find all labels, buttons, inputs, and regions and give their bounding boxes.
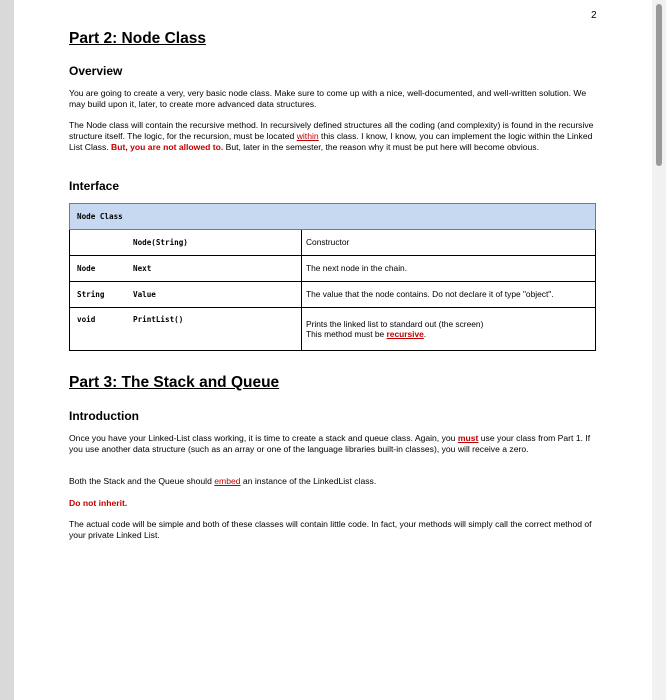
table-row <box>70 230 596 256</box>
not-allowed-text: But, you are not allowed to. <box>111 141 224 152</box>
row-type: void <box>70 308 134 351</box>
interface-table <box>69 203 596 351</box>
row-name: Value <box>133 282 302 308</box>
printlist-desc-line1: Prints the linked list to standard out (the screen) <box>306 318 484 329</box>
interface-heading: Interface <box>69 179 120 193</box>
overview-paragraph-1: You are going to create a very, very basic node class. Make sure to come up with a nice, well-documented, and well-written solution. We may build upon it, later, to create more advanced data structures. <box>69 88 587 109</box>
table-row <box>70 256 596 282</box>
intro-p2-text-a: Both the Stack and the Queue should <box>69 476 215 486</box>
printlist-desc-line2 <box>306 329 595 340</box>
printlist-desc-text: This method must be <box>306 329 387 339</box>
intro-p1-text-a: Once you have your Linked-List class working, it is time to create a stack and queue class. Again, you <box>69 433 458 443</box>
embed-link[interactable]: embed <box>214 476 241 486</box>
scrollbar-thumb[interactable] <box>656 4 662 166</box>
table-header: Node Class <box>70 204 596 230</box>
intro-p1-text-b: use your class from Part 1. If you use another data structure (such as an array or one of the language libraries built-in classes), you will receive a zero. <box>69 433 591 454</box>
table-row <box>70 282 596 308</box>
overview-p2-text-c: But, later in the semester, the reason why it must be put here will become obvious. <box>223 141 539 152</box>
recursive-link[interactable]: recursive <box>386 329 424 339</box>
page-number: 2 <box>591 10 597 21</box>
table-header-row <box>70 204 596 230</box>
document-page <box>14 0 652 700</box>
row-type <box>70 230 134 256</box>
part3-title: Part 3: The Stack and Queue <box>69 374 280 391</box>
row-name: Node(String) <box>133 230 302 256</box>
table-row <box>70 308 596 351</box>
row-type: Node <box>70 256 134 282</box>
part2-title: Part 2: Node Class <box>69 30 206 47</box>
row-desc: The next node in the chain. <box>302 256 596 282</box>
intro-paragraph-1 <box>69 433 594 455</box>
intro-paragraph-2 <box>69 476 594 487</box>
row-desc <box>302 308 596 351</box>
overview-paragraph-2 <box>69 120 594 152</box>
introduction-heading: Introduction <box>69 409 139 423</box>
row-name: Next <box>133 256 302 282</box>
row-desc: The value that the node contains. Do not declare it of type "object". <box>302 282 596 308</box>
intro-paragraph-3: The actual code will be simple and both of these classes will contain little code. In fact, your methods will simply call the correct method of your private Linked List. <box>69 519 592 540</box>
printlist-desc-end: . <box>423 329 427 339</box>
overview-p2-text-a: The Node class will contain the recursive method. In recursively defined structures all the coding (and complexity) is found in the recursive structure itself. The logic, for the recursion, must be located <box>69 120 594 141</box>
scrollbar-track[interactable] <box>652 0 666 700</box>
overview-p2-text-b: this class. I know, I know, you can implement the logic within the Linked List Class. <box>69 130 593 152</box>
must-text: must <box>457 433 479 443</box>
do-not-inherit-text: Do not inherit. <box>69 498 128 508</box>
row-desc: Constructor <box>302 230 596 256</box>
row-type: String <box>70 282 134 308</box>
overview-heading: Overview <box>69 64 123 78</box>
intro-p2-text-b: an instance of the LinkedList class. <box>240 476 377 486</box>
row-name: PrintList() <box>133 308 302 351</box>
within-link[interactable]: within <box>296 130 319 141</box>
